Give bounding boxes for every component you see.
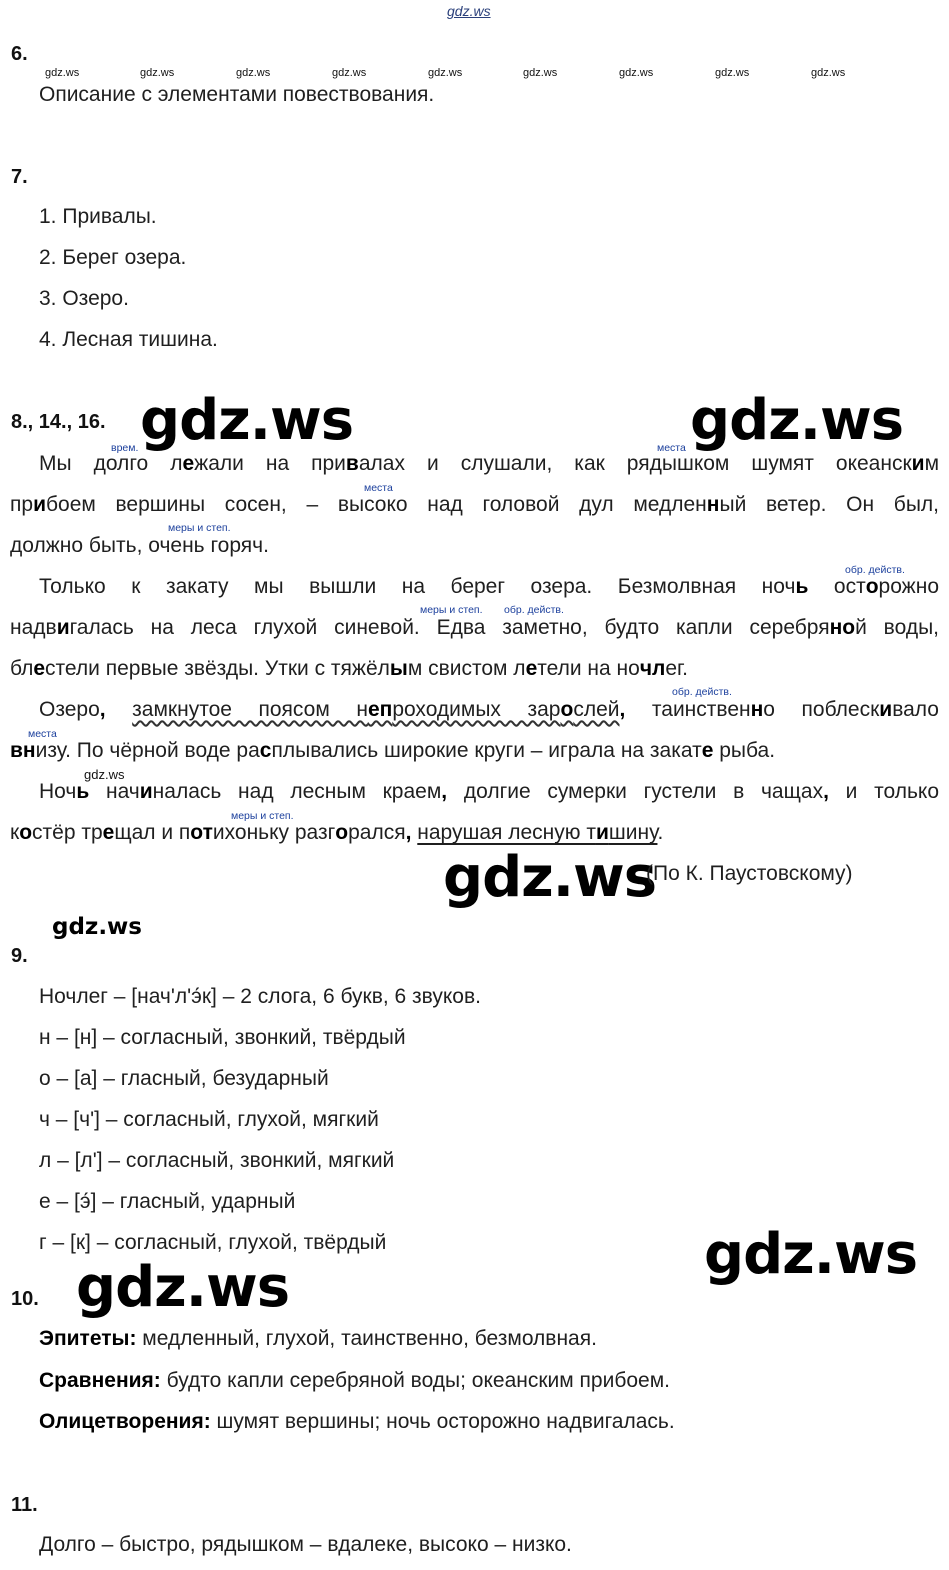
text-fragment: должно быть, очень горяч. [10, 534, 269, 557]
phonetic-line: о – [а] – гласный, безударный [39, 1067, 329, 1090]
text-fragment: но [829, 616, 856, 639]
watermark-small: gdz.ws [84, 767, 125, 782]
text-line [10, 493, 939, 517]
plan-item: 3. Озеро. [39, 287, 129, 310]
text-fragment: алах и слушали, как рядышком шумят океанск [358, 452, 912, 475]
text-fragment: н [706, 493, 720, 516]
text-fragment [106, 698, 133, 721]
text-fragment: н [750, 698, 764, 721]
annotation-manner: обр. действ. [672, 686, 732, 698]
text-line [10, 780, 939, 804]
text-fragment: ь [76, 780, 90, 803]
text-fragment: е [182, 452, 195, 475]
text-fragment: е [102, 821, 115, 844]
text-fragment: ый ветер. Он был, [719, 493, 940, 516]
section-11-number: 11. [11, 1494, 38, 1516]
watermark-small: gdz.ws [715, 67, 750, 79]
comparisons-line [39, 1369, 670, 1393]
text-fragment: й воды, [855, 616, 939, 639]
text-fragment: вало [892, 698, 939, 721]
text-fragment: в [345, 452, 359, 475]
text-fragment: и [595, 821, 609, 844]
text-fragment: еп [367, 698, 393, 721]
text-fragment: и [33, 493, 46, 516]
watermark-small: gdz.ws [45, 67, 80, 79]
text-fragment: о [335, 821, 349, 844]
epithets-label: Эпитеты: [39, 1327, 137, 1350]
section-6-number: 6. [11, 43, 28, 65]
annotation-place: места [364, 482, 393, 494]
text-fragment: надв [10, 616, 57, 639]
personification-value: шумят вершины; ночь осторожно надвигалась. [210, 1410, 675, 1433]
text-fragment: рался [348, 821, 406, 844]
text-line [10, 739, 939, 763]
text-fragment: бл [10, 657, 34, 680]
text-fragment: Мы долго л [39, 452, 183, 475]
watermark-medium: gdz.ws [52, 914, 142, 940]
text-fragment: , [441, 780, 448, 803]
section-8-number: 8., 14., 16. [11, 411, 106, 433]
text-fragment: ихоньку разг [212, 821, 336, 844]
annotation-time: врем. [111, 442, 139, 454]
top-watermark: gdz.ws [447, 3, 491, 19]
text-fragment: вн [10, 739, 36, 762]
text-fragment: м [924, 452, 940, 475]
phonetic-line: н – [н] – согласный, звонкий, твёрдый [39, 1026, 406, 1049]
text-fragment: плывались широкие круги – играла на закат [271, 739, 702, 762]
text-fragment: и [139, 780, 153, 803]
phonetic-line: г – [к] – согласный, глухой, твёрдый [39, 1231, 387, 1254]
text-fragment: и только [828, 780, 940, 803]
comparisons-label: Сравнения: [39, 1369, 161, 1392]
text-fragment: , [99, 698, 106, 721]
text-fragment: Только к закату мы вышли на берег озера. Безмолвная ноч [39, 575, 796, 598]
text-fragment: щал и п [114, 821, 191, 844]
watermark-large: gdz.ws [690, 388, 904, 453]
text-fragment: галась на леса глухой синевой. Едва заметно, будто капли серебря [69, 616, 830, 639]
text-line [10, 534, 939, 558]
text-fragment: жали на при [194, 452, 346, 475]
epithets-value: медленный, глухой, таинственно, безмолвная. [136, 1327, 597, 1350]
text-fragment: к [10, 821, 20, 844]
comparisons-value: будто капли серебряной воды; океанским прибоем. [160, 1369, 670, 1392]
section-11-text: Долго – быстро, рядышком – вдалеке, высоко – низко. [39, 1533, 572, 1556]
text-fragment: рожно [878, 575, 939, 598]
text-fragment: роходимых зар [392, 698, 561, 721]
section-9-number: 9. [11, 945, 28, 967]
text-fragment: Ноч [39, 780, 77, 803]
adverbial-phrase [417, 821, 657, 844]
epithets-line [39, 1327, 597, 1351]
plan-item: 2. Берег озера. [39, 246, 187, 269]
text-fragment: изу. По чёрной воде ра [35, 739, 260, 762]
text-fragment: о [560, 698, 574, 721]
text-fragment: е [525, 657, 538, 680]
text-fragment: слей [573, 698, 620, 721]
watermark-small: gdz.ws [140, 67, 175, 79]
watermark-large: gdz.ws [140, 388, 354, 453]
watermark-small: gdz.ws [236, 67, 271, 79]
text-fragment: ь [795, 575, 809, 598]
annotation-degree: меры и степ. [420, 604, 483, 616]
plan-item: 1. Привалы. [39, 205, 157, 228]
text-line [10, 452, 939, 476]
text-fragment: , [619, 698, 626, 721]
text-fragment: замкнутое поясом н [132, 698, 368, 721]
text-fragment: таинствен [625, 698, 751, 721]
text-fragment: . [657, 821, 664, 844]
text-line [10, 575, 939, 599]
personification-label: Олицетворения: [39, 1410, 211, 1433]
text-fragment: пр [10, 493, 34, 516]
author-attribution: (По К. Паустовскому) [646, 862, 853, 885]
text-fragment: тели на но [537, 657, 640, 680]
text-fragment: боем вершины сосен, – высоко над головой дул медлен [45, 493, 707, 516]
text-fragment: Озеро [39, 698, 100, 721]
text-fragment: , [823, 780, 829, 803]
text-fragment: долгие сумерки густели в чащах [447, 780, 824, 803]
text-line [10, 616, 939, 640]
text-fragment: ост [808, 575, 866, 598]
text-fragment: е [33, 657, 46, 680]
phonetic-line: Ночлег – [нач'л'э́к] – 2 слога, 6 букв, 6 звуков. [39, 985, 481, 1008]
watermark-small: gdz.ws [523, 67, 558, 79]
watermark-large: gdz.ws [704, 1222, 918, 1287]
text-fragment: шину [608, 821, 658, 844]
text-fragment: чл [639, 657, 666, 680]
text-fragment: рыба. [713, 739, 776, 762]
annotation-degree: меры и степ. [168, 522, 231, 534]
watermark-large: gdz.ws [443, 845, 657, 910]
text-fragment: е [701, 739, 714, 762]
section-7-number: 7. [11, 166, 28, 188]
participial-phrase [132, 698, 619, 721]
watermark-small: gdz.ws [428, 67, 463, 79]
annotation-place: места [657, 442, 686, 454]
text-fragment: налась над лесным краем [152, 780, 442, 803]
text-fragment: и [56, 616, 70, 639]
text-fragment: от [190, 821, 213, 844]
text-fragment: о поблеск [763, 698, 880, 721]
text-line [10, 821, 939, 845]
text-fragment: с [259, 739, 272, 762]
watermark-small: gdz.ws [619, 67, 654, 79]
text-fragment: стёр тр [32, 821, 103, 844]
section-6-text: Описание с элементами повествования. [39, 83, 435, 106]
text-fragment: и [879, 698, 893, 721]
annotation-manner: обр. действ. [504, 604, 564, 616]
text-fragment: о [865, 575, 879, 598]
text-fragment: ег. [665, 657, 688, 680]
phonetic-line: е – [э́] – гласный, ударный [39, 1190, 296, 1213]
text-line [10, 657, 939, 681]
text-fragment: нарушая лесную т [417, 821, 596, 844]
text-line [10, 698, 939, 722]
watermark-small: gdz.ws [332, 67, 367, 79]
annotation-degree: меры и степ. [231, 810, 294, 822]
personification-line [39, 1410, 675, 1434]
watermark-small: gdz.ws [811, 67, 846, 79]
text-fragment: м свистом л [407, 657, 526, 680]
phonetic-line: ч – [ч'] – согласный, глухой, мягкий [39, 1108, 379, 1131]
phonetic-line: л – [л'] – согласный, звонкий, мягкий [39, 1149, 395, 1172]
text-fragment: и [911, 452, 925, 475]
text-fragment: , [405, 821, 412, 844]
section-10-number: 10. [11, 1288, 39, 1310]
watermark-large: gdz.ws [76, 1255, 290, 1320]
annotation-place: места [28, 728, 57, 740]
text-fragment: нач [89, 780, 140, 803]
text-fragment: стели первые звёзды. Утки с тяжёл [45, 657, 390, 680]
text-fragment: ы [389, 657, 408, 680]
plan-item: 4. Лесная тишина. [39, 328, 218, 351]
text-fragment: о [19, 821, 33, 844]
annotation-manner: обр. действ. [845, 564, 905, 576]
